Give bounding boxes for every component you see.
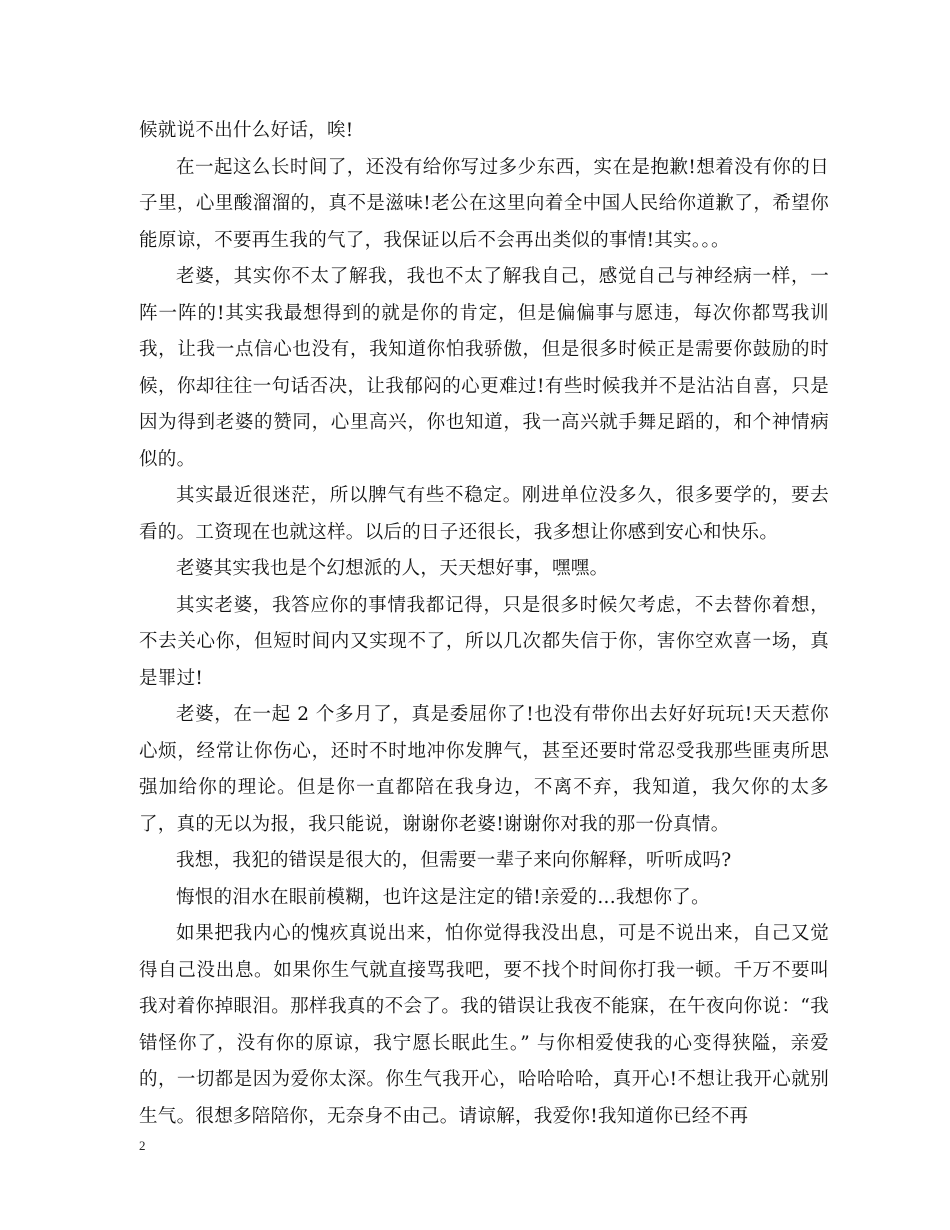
paragraph-dreamer: 老婆其实我也是个幻想派的人，天天想好事，嘿嘿。 <box>176 558 609 579</box>
paragraph-guilt: 如果把我内心的愧疚真说出来，怕你觉得我没出息，可是不说出来，自己又觉得自己没出息。如果你生气就直接骂我吧，要不找个时间你打我一顿。千万不要叫我对着你掉眼泪。那样我真的不会了。我的错误让我夜不能寐，在午夜向你说：“我错怪你了，没有你的原谅，我宁愿长眠此生。” 与你相爱使我的心变得狭隘，亲爱的，一切都是因为爱你太深。你生气我开心，哈哈哈哈，真开心!不想让我开心就别生气。很想多陪陪你，无奈身不由己。请谅解，我爱你!我知道你已经不再 <box>139 923 829 1127</box>
paragraph-two-months: 老婆，在一起 2 个多月了，真是委屈你了!也没有带你出去好好玩玩!天天惹你心烦，经常让你伤心，还时不时地冲你发脾气，甚至还要时常忍受我那些匪夷所思强加给你的理论。但是你一直都陪在我身边，不离不弃，我知道，我欠你的太多了，真的无以为报，我只能说，谢谢你老婆!谢谢你对我的那一份真情。 <box>139 704 829 835</box>
page-number: 2 <box>139 1138 146 1153</box>
paragraph-explain: 我想，我犯的错误是很大的，但需要一辈子来向你解释，听听成吗? <box>176 850 732 871</box>
paragraph-continuation: 候就说不出什么好话，唉! <box>139 120 354 141</box>
paragraph-understanding: 老婆，其实你不太了解我，我也不太了解我自己，感觉自己与神经病一样，一阵一阵的!其实我最想得到的就是你的肯定，但是偏偏事与愿违，每次你都骂我训我，让我一点信心也没有，我知道你怕我骄傲，但是很多时候正是需要你鼓励的时候，你却往往一句话否决，让我郁闷的心更难过!有些时候我并不是沾沾自喜，只是因为得到老婆的赞同，心里高兴，你也知道，我一高兴就手舞足蹈的，和个神情病似的。 <box>139 266 829 470</box>
document-body <box>139 113 829 1135</box>
paragraph-tears: 悔恨的泪水在眼前模糊，也许这是注定的错!亲爱的...我想你了。 <box>176 886 710 908</box>
paragraph-confusion: 其实最近很迷茫，所以脾气有些不稳定。刚进单位没多久，很多要学的，要去看的。工资现在也就这样。以后的日子还很长，我多想让你感到安心和快乐。 <box>139 485 829 543</box>
paragraph-apology: 在一起这么长时间了，还没有给你写过多少东西，实在是抱歉!想着没有你的日子里，心里酸溜溜的，真不是滋味!老公在这里向着全中国人民给你道歉了，希望你能原谅，不要再生我的气了，我保证以后不会再出类似的事情!其实。。。 <box>139 156 829 251</box>
paragraph-promises: 其实老婆，我答应你的事情我都记得，只是很多时候欠考虑，不去替你着想，不去关心你，但短时间内又实现不了，所以几次都失信于你，害你空欢喜一场，真是罪过! <box>139 594 829 689</box>
